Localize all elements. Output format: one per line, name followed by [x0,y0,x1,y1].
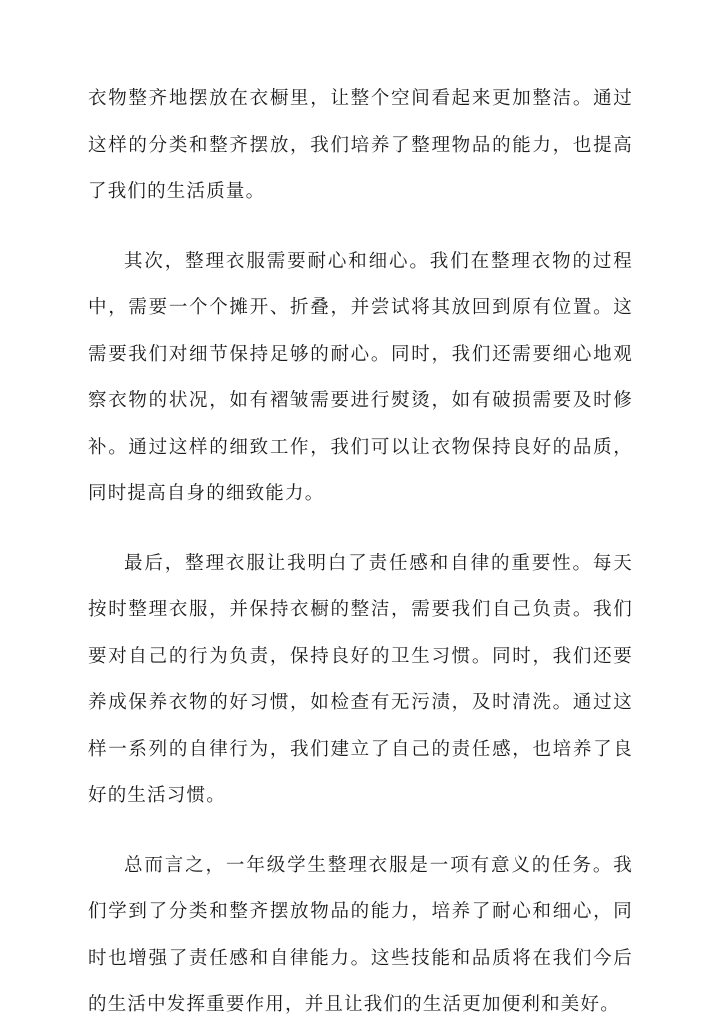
paragraph-patience: 其次，整理衣服需要耐心和细心。我们在整理衣物的过程中，需要一个个摊开、折叠，并尝试将其放回到原有位置。这需要我们对细节保持足够的耐心。同时，我们还需要细心地观察衣物的状况，如有褶皱需要进行熨烫，如有破损需要及时修补。通过这样的细致工作，我们可以让衣物保持良好的品质，同时提高自身的细致能力。 [88,250,633,504]
document-body [88,76,633,1029]
paragraph-conclusion: 总而言之，一年级学生整理衣服是一项有意义的任务。我们学到了分类和整齐摆放物品的能力，培养了耐心和细心，同时也增强了责任感和自律能力。这些技能和品质将在我们今后的生活中发挥重要作用，并且让我们的生活更加便利和美好。 [88,854,633,1015]
paragraph-responsibility: 最后，整理衣服让我明白了责任感和自律的重要性。每天按时整理衣服，并保持衣橱的整洁，需要我们自己负责。我们要对自己的行为负责，保持良好的卫生习惯。同时，我们还要养成保养衣物的好习惯，如检查有无污渍，及时清洗。通过这样一系列的自律行为，我们建立了自己的责任感，也培养了良好的生活习惯。 [88,552,633,806]
paragraph-continuation: 衣物整齐地摆放在衣橱里，让整个空间看起来更加整洁。通过这样的分类和整齐摆放，我们培养了整理物品的能力，也提高了我们的生活质量。 [88,88,633,202]
